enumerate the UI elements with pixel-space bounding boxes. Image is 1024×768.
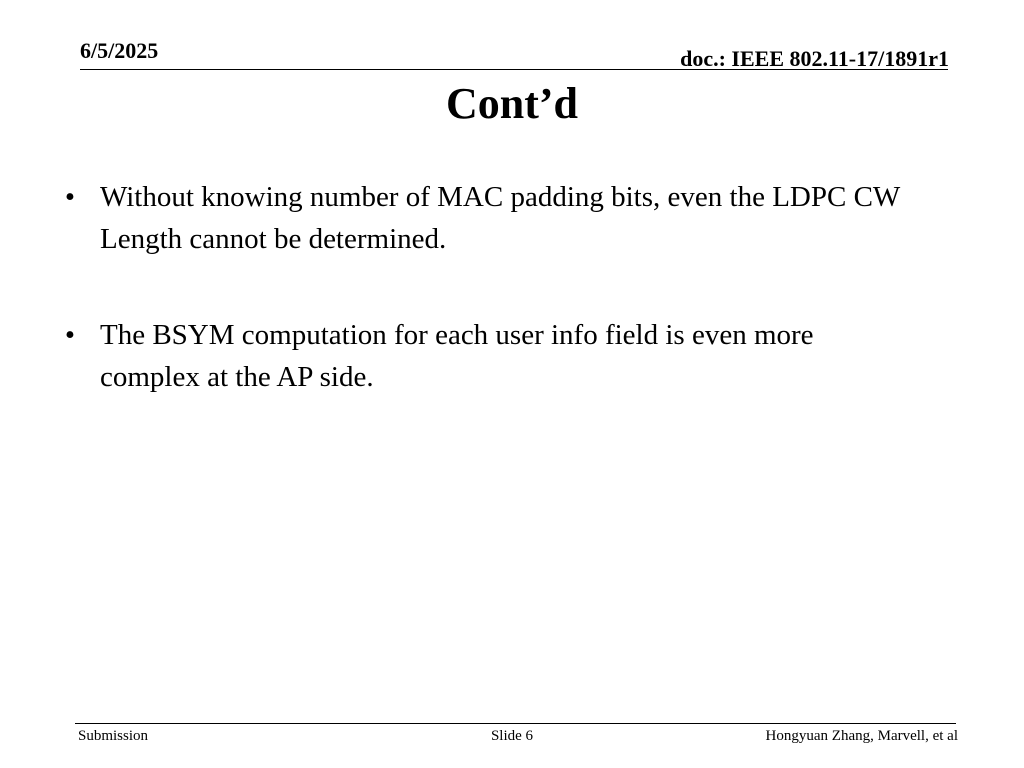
bullet-list [60, 176, 920, 452]
footer-submission: Submission [78, 728, 149, 744]
slide-title: Cont’d [445, 79, 579, 128]
bullet-text: Without knowing number of MAC padding bits, even the LDPC CW Length cannot be determined. [100, 181, 900, 255]
bullet-item [60, 176, 920, 260]
bullet-marker: • [64, 319, 76, 351]
bullet-item [60, 314, 920, 398]
bullet-marker: • [64, 181, 76, 213]
footer-divider [75, 723, 956, 724]
bullet-text: The BSYM computation for each user info field is even more complex at the AP side. [100, 319, 814, 393]
header-divider [80, 69, 948, 70]
footer-slide-number: Slide 6 [490, 728, 534, 744]
header-doc-id: doc.: IEEE 802.11-17/1891r1 [680, 46, 949, 71]
header-date: 6/5/2025 [80, 38, 159, 63]
footer-author: Hongyuan Zhang, Marvell, et al [765, 728, 958, 744]
